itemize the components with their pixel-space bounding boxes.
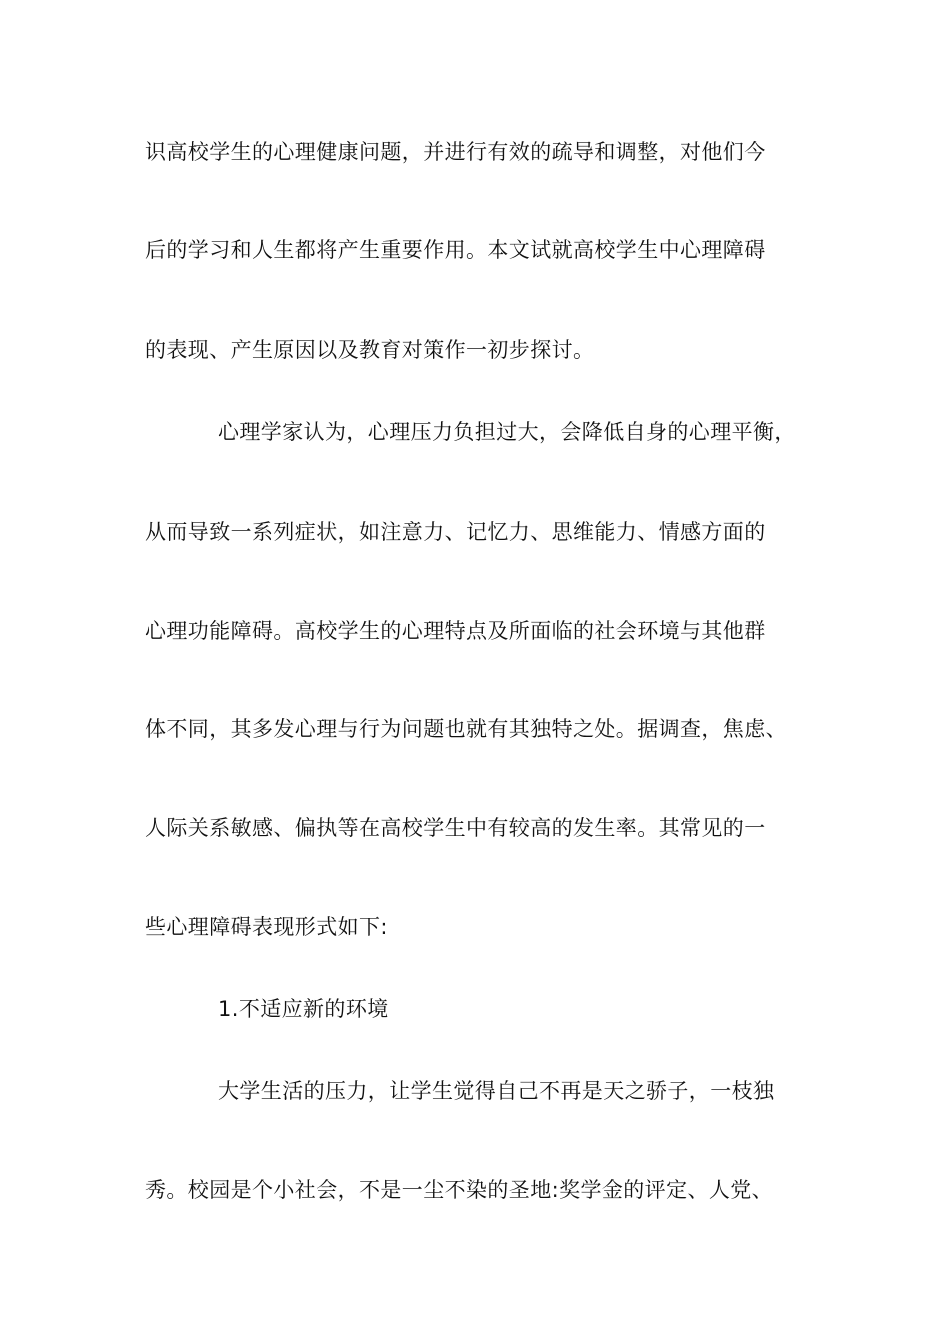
paragraph-start-line: 心理学家认为，心理压力负担过大，会降低自身的心理平衡，	[218, 420, 796, 444]
text-line: 人际关系敏感、偏执等在高校学生中有较高的发生率。其常见的一	[145, 816, 766, 840]
text-line: 识高校学生的心理健康问题，并进行有效的疏导和调整，对他们今	[145, 140, 766, 164]
text-line: 心理功能障碍。高校学生的心理特点及所面临的社会环境与其他群	[145, 619, 766, 643]
text-line: 体不同，其多发心理与行为问题也就有其独特之处。据调查，焦虑、	[145, 717, 787, 741]
text-line: 秀。校园是个小社会，不是一尘不染的圣地:奖学金的评定、人党、	[145, 1178, 774, 1202]
text-line: 些心理障碍表现形式如下:	[145, 915, 388, 939]
text-line: 后的学习和人生都将产生重要作用。本文试就高校学生中心理障碍	[145, 238, 766, 262]
text-line: 从而导致一系列症状，如注意力、记忆力、思维能力、情感方面的	[145, 520, 766, 544]
section-heading: 1.不适应新的环境	[218, 997, 389, 1021]
text-line: 的表现、产生原因以及教育对策作一初步探讨。	[145, 338, 595, 362]
paragraph-start-line: 大学生活的压力，让学生觉得自己不再是天之骄子，一枝独	[218, 1079, 775, 1103]
